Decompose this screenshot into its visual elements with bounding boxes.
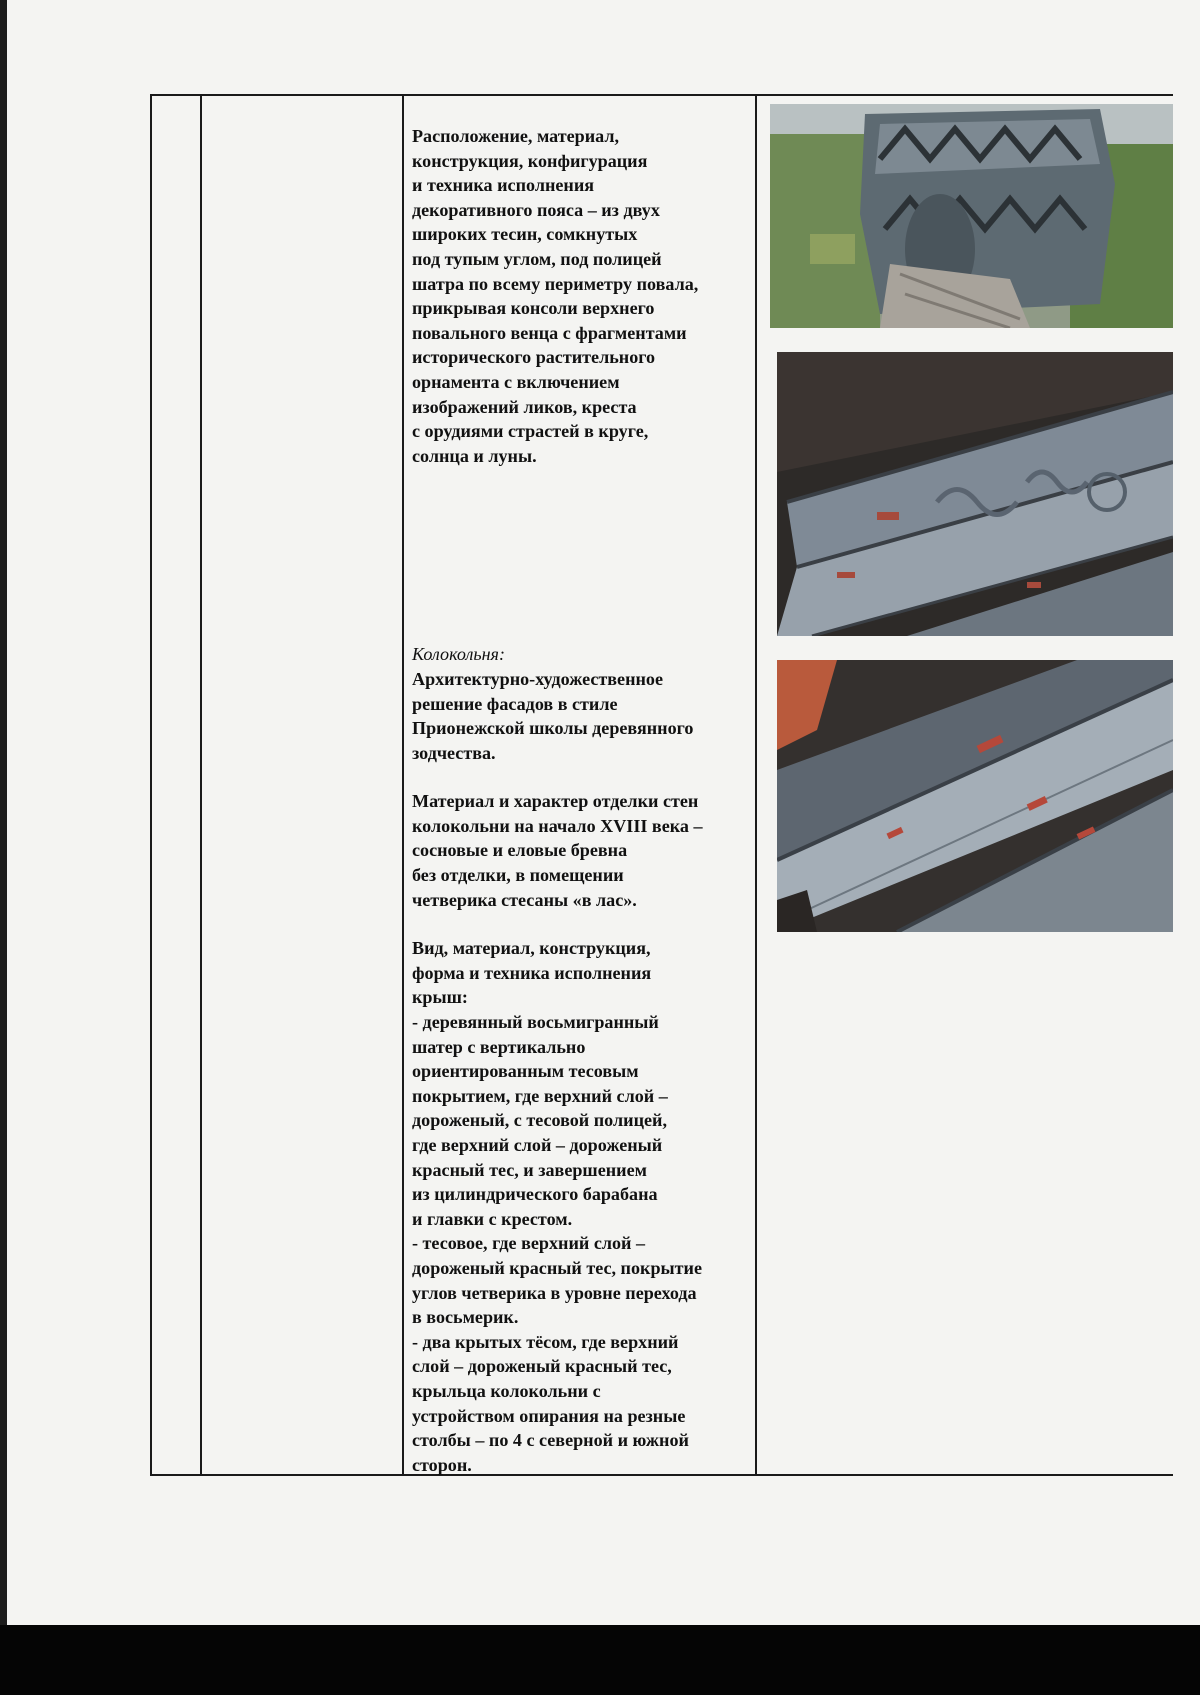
- description-cell: [412, 124, 757, 1477]
- table-col-rule-3: [402, 94, 404, 1476]
- cell-gap: [412, 912, 757, 936]
- scan-bottom-edge: [0, 1625, 1200, 1695]
- walls-material-paragraph: Материал и характер отделки стен колокольни на начало XVIII века – сосновые и еловые бревна без отделки, в помещении четверика стесаны «в лас».: [412, 791, 703, 910]
- red-traces-boards-photo: [777, 660, 1173, 932]
- scan-left-edge: [0, 0, 7, 1625]
- table-col-rule-2: [200, 94, 202, 1476]
- roofs-paragraph: Вид, материал, конструкция, форма и техника исполнения крыш: - деревянный восьмигранный шатер с вертикально ориентированным тесовым покрытием, где верхний слой – дороженый, с тесовой полицей, где верхний слой – дороженый красный тес, и завершением из цилиндрического барабана и главки с крестом. - тесовое, где верхний слой – дороженый красный тес, покрытие углов четверика в уровне перехода в восьмерик. - два крытых тёсом, где верхний слой – дороженый красный тес, крыльца колокольни с устройством опирания на резные столбы – по 4 с северной и южной сторон.: [412, 938, 702, 1475]
- decorative-belt-paragraph: Расположение, материал, конструкция, конфигурация и техника исполнения декоративного пояса – из двух широких тесин, сомкнутых под тупым углом, под полицей шатра по всему периметру повала, прикрывая консоли верхнего повального венца с фрагментами исторического растительного орнамента с включением изображений ликов, креста с орудиями страстей в круге, солнца и луны.: [412, 126, 699, 466]
- facade-paragraph: Архитектурно-художественное решение фасадов в стиле Прионежской школы деревянного зодчества.: [412, 668, 694, 763]
- cell-gap: [412, 765, 757, 789]
- roof-aerial-photo: [770, 104, 1173, 328]
- table-col-rule-1: [150, 94, 152, 1476]
- ornament-boards-photo: [777, 352, 1173, 636]
- bell-tower-heading: Колокольня:: [412, 644, 505, 665]
- cell-gap: [412, 468, 757, 642]
- table-top-rule: [150, 94, 1173, 96]
